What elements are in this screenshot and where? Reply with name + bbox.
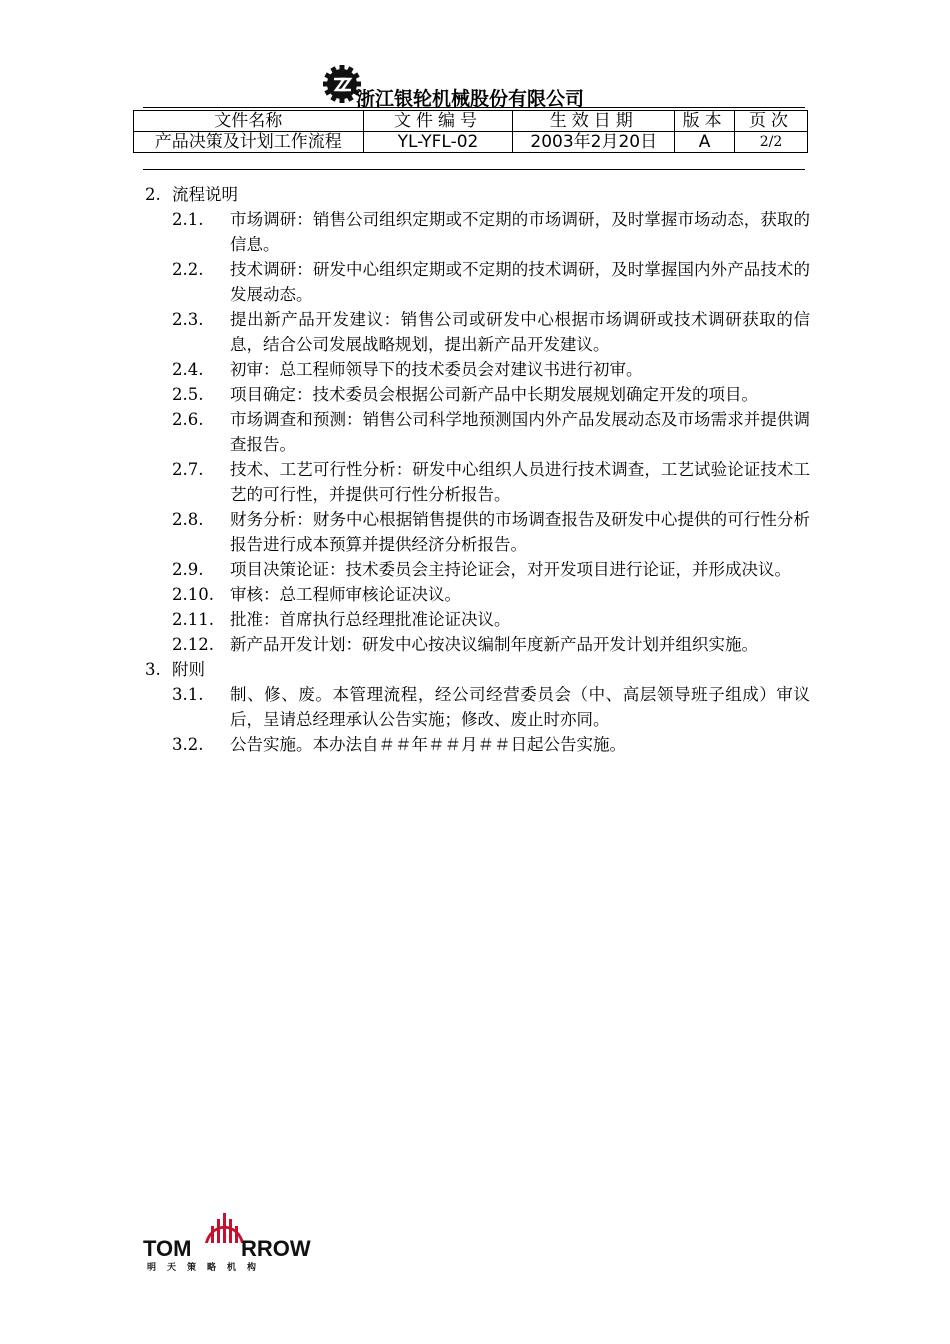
item-text: 公告实施。本办法自＃＃年＃＃月＃＃日起公告实施。 bbox=[230, 735, 626, 754]
item-number: 2.10. bbox=[172, 585, 214, 604]
item-number: 2.9. bbox=[172, 560, 204, 579]
section-number: 2. bbox=[145, 185, 161, 204]
value-cell-name: 产品决策及计划工作流程 bbox=[134, 132, 364, 153]
item-number: 2.8. bbox=[172, 510, 204, 529]
table-header-row bbox=[134, 111, 808, 132]
item-number: 2.4. bbox=[172, 360, 204, 379]
header-cell-page: 页次 bbox=[735, 111, 808, 132]
item-text: 财务分析：财务中心根据销售提供的市场调查报告及研发中心提供的可行性分析报告进行成本预算并提供经济分析报告。 bbox=[230, 510, 810, 554]
list-item bbox=[172, 207, 810, 257]
item-text: 技术、工艺可行性分析：研发中心组织人员进行技术调查，工艺试验论证技术工艺的可行性，并提供可行性分析报告。 bbox=[230, 460, 810, 504]
item-text: 初审：总工程师领导下的技术委员会对建议书进行初审。 bbox=[230, 360, 643, 379]
item-number: 2.3. bbox=[172, 310, 204, 329]
item-text: 项目决策论证：技术委员会主持论证会，对开发项目进行论证，并形成决议。 bbox=[230, 560, 791, 579]
company-name: 浙江银轮机械股份有限公司 bbox=[356, 88, 585, 110]
header-rule-top bbox=[143, 107, 805, 108]
value-cell-page: 2/2 bbox=[735, 132, 808, 153]
item-number: 3.2. bbox=[172, 735, 204, 754]
logo-brand-left: TOM bbox=[143, 1236, 192, 1261]
list-item bbox=[172, 457, 810, 507]
item-text: 新产品开发计划：研发中心按决议编制年度新产品开发计划并组织实施。 bbox=[230, 635, 758, 654]
section-heading bbox=[145, 182, 810, 207]
item-text: 市场调查和预测：销售公司科学地预测国内外产品发展动态及市场需求并提供调查报告。 bbox=[230, 410, 810, 454]
list-item bbox=[172, 407, 810, 457]
value-cell-number: YL-YFL-02 bbox=[363, 132, 513, 153]
list-item bbox=[172, 307, 810, 357]
item-text: 制、修、废。本管理流程，经公司经营委员会（中、高层领导班子组成）审议后，呈请总经理承认公告实施；修改、废止时亦同。 bbox=[230, 685, 810, 729]
item-text: 审核：总工程师审核论证决议。 bbox=[230, 585, 461, 604]
list-item bbox=[172, 582, 810, 607]
tomorrow-logo-icon bbox=[143, 1210, 311, 1273]
value-cell-version: A bbox=[675, 132, 735, 153]
section-title: 流程说明 bbox=[172, 185, 238, 204]
item-text: 市场调研：销售公司组织定期或不定期的市场调研，及时掌握市场动态，获取的信息。 bbox=[230, 210, 810, 254]
item-text: 提出新产品开发建议：销售公司或研发中心根据市场调研或技术调研获取的信息，结合公司发展战略规划，提出新产品开发建议。 bbox=[230, 310, 810, 354]
item-number: 2.12. bbox=[172, 635, 214, 654]
item-number: 2.11. bbox=[172, 610, 214, 629]
document-info-table bbox=[133, 110, 808, 153]
list-item bbox=[172, 682, 810, 732]
list-item bbox=[172, 607, 810, 632]
list-item bbox=[172, 557, 810, 582]
section-heading bbox=[145, 657, 810, 682]
section-title: 附则 bbox=[172, 660, 205, 679]
list-item bbox=[172, 357, 810, 382]
item-number: 2.7. bbox=[172, 460, 204, 479]
list-item bbox=[172, 507, 810, 557]
item-number: 3.1. bbox=[172, 685, 204, 704]
header-cell-version: 版本 bbox=[675, 111, 735, 132]
document-body bbox=[145, 182, 810, 757]
table-value-row bbox=[134, 132, 808, 153]
item-number: 2.6. bbox=[172, 410, 204, 429]
logo-brand-right: RROW bbox=[241, 1236, 311, 1261]
list-item bbox=[172, 632, 810, 657]
list-item bbox=[172, 382, 810, 407]
value-cell-date: 2003年2月20日 bbox=[513, 132, 675, 153]
section-number: 3. bbox=[145, 660, 161, 679]
header-rule-bottom bbox=[143, 169, 805, 170]
list-item bbox=[172, 257, 810, 307]
header-cell-date: 生效日期 bbox=[513, 111, 675, 132]
header-cell-number: 文件编号 bbox=[363, 111, 513, 132]
item-number: 2.5. bbox=[172, 385, 204, 404]
item-text: 项目确定：技术委员会根据公司新产品中长期发展规划确定开发的项目。 bbox=[230, 385, 758, 404]
item-text: 批准：首席执行总经理批准论证决议。 bbox=[230, 610, 511, 629]
item-number: 2.2. bbox=[172, 260, 204, 279]
item-text: 技术调研：研发中心组织定期或不定期的技术调研，及时掌握国内外产品技术的发展动态。 bbox=[230, 260, 810, 304]
header-cell-name: 文件名称 bbox=[134, 111, 364, 132]
list-item bbox=[172, 732, 810, 757]
logo-subtitle: 明天策略机构 bbox=[147, 1263, 268, 1273]
item-number: 2.1. bbox=[172, 210, 204, 229]
